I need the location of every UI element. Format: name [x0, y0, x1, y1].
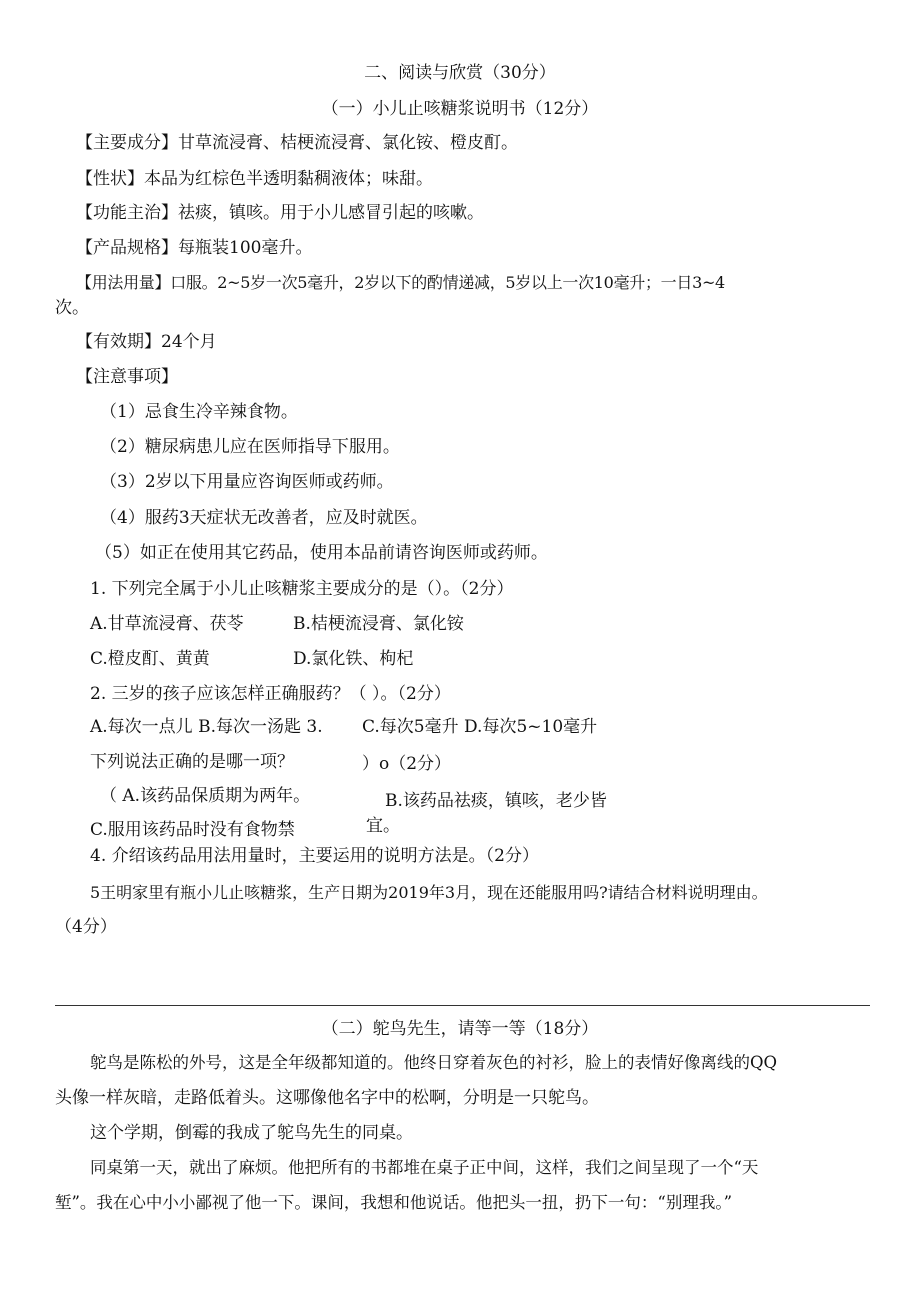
question-2: 2. 三岁的孩子应该怎样正确服药？（ ）。（2分）: [90, 684, 451, 704]
usage-line-1: 【用法用量】口服。2~5岁一次5毫升，2岁以下的酌情递减，5岁以上一次10毫升；一日3~4: [76, 273, 725, 292]
paragraph-1-line-1: 鸵鸟是陈松的外号，这是全年级都知道的。他终日穿着灰色的衬衫，脸上的表情好像离线的QQ: [90, 1053, 778, 1072]
question-4: 4. 介绍该药品用法用量时，主要运用的说明方法是。（2分）: [90, 846, 539, 866]
question-3: 下列说法正确的是哪一项？: [90, 752, 294, 772]
q1-option-a: A.甘草流浸膏、茯苓: [90, 614, 244, 634]
section-title: 二、阅读与欣赏（30分）: [364, 63, 556, 83]
properties: 【性状】本品为红棕色半透明黏稠液体；味甜。: [76, 169, 433, 189]
q3-option-a: （ A.该药品保质期为两年。: [100, 786, 311, 806]
part2-title: （二）鸵鸟先生，请等一等（18分）: [321, 1019, 599, 1039]
q3-option-b-cont: 宜。: [366, 816, 400, 836]
q1-option-d: D.氯化铁、枸杞: [293, 649, 414, 669]
notes-title: 【注意事项】: [76, 367, 178, 387]
function: 【功能主治】祛痰，镇咳。用于小儿感冒引起的咳嗽。: [76, 203, 484, 223]
usage-line-2: 次。: [55, 298, 89, 318]
note-item: （3）2岁以下用量应咨询医师或药师。: [100, 472, 394, 492]
paragraph-3-line-2: 堑”。我在心中小小鄙视了他一下。课间，我想和他说话。他把头一扭，扔下一句：“别理我。”: [55, 1193, 733, 1212]
q3-option-b: B.该药品祛痰，镇咳，老少皆: [385, 791, 607, 811]
part1-title: （一）小儿止咳糖浆说明书（12分）: [321, 99, 599, 119]
paragraph-3-line-1: 同桌第一天，就出了麻烦。他把所有的书都堆在桌子正中间，这样，我们之间呈现了一个“天: [90, 1158, 759, 1177]
q2-options-left: A.每次一点儿 B.每次一汤匙 3.: [90, 717, 323, 737]
q2-options-right: C.每次5毫升 D.每次5~10毫升: [362, 717, 598, 737]
paragraph-1-line-2: 头像一样灰暗，走路低着头。这哪像他名字中的松啊，分明是一只鸵鸟。: [55, 1088, 599, 1108]
note-item: （2）糖尿病患儿应在医师指导下服用。: [100, 437, 400, 457]
note-item: （5）如正在使用其它药品，使用本品前请咨询医师或药师。: [95, 543, 548, 563]
expiry: 【有效期】24个月: [76, 332, 217, 352]
q1-option-b: B.桔梗流浸膏、氯化铵: [293, 614, 464, 634]
section-divider: [55, 1005, 870, 1006]
question-3-score: ）o（2分）: [362, 754, 452, 774]
spec: 【产品规格】每瓶装100毫升。: [76, 238, 313, 258]
question-5: 5王明家里有瓶小儿止咳糖浆，生产日期为2019年3月，现在还能服用吗?请结合材料说明理由。: [90, 883, 768, 902]
note-item: （4）服药3天症状无改善者，应及时就医。: [100, 508, 428, 528]
question-1: 1. 下列完全属于小儿止咳糖浆主要成分的是（）。（2分）: [90, 579, 514, 599]
note-item: （1）忌食生冷辛辣食物。: [100, 402, 298, 422]
q3-option-c: C.服用该药品时没有食物禁: [90, 820, 295, 840]
paragraph-2: 这个学期，倒霉的我成了鸵鸟先生的同桌。: [90, 1123, 413, 1143]
ingredients: 【主要成分】甘草流浸膏、桔梗流浸膏、氯化铵、橙皮酊。: [76, 133, 518, 153]
question-5-score: （4分）: [55, 917, 117, 937]
q1-option-c: C.橙皮酊、黄黄: [90, 649, 210, 669]
